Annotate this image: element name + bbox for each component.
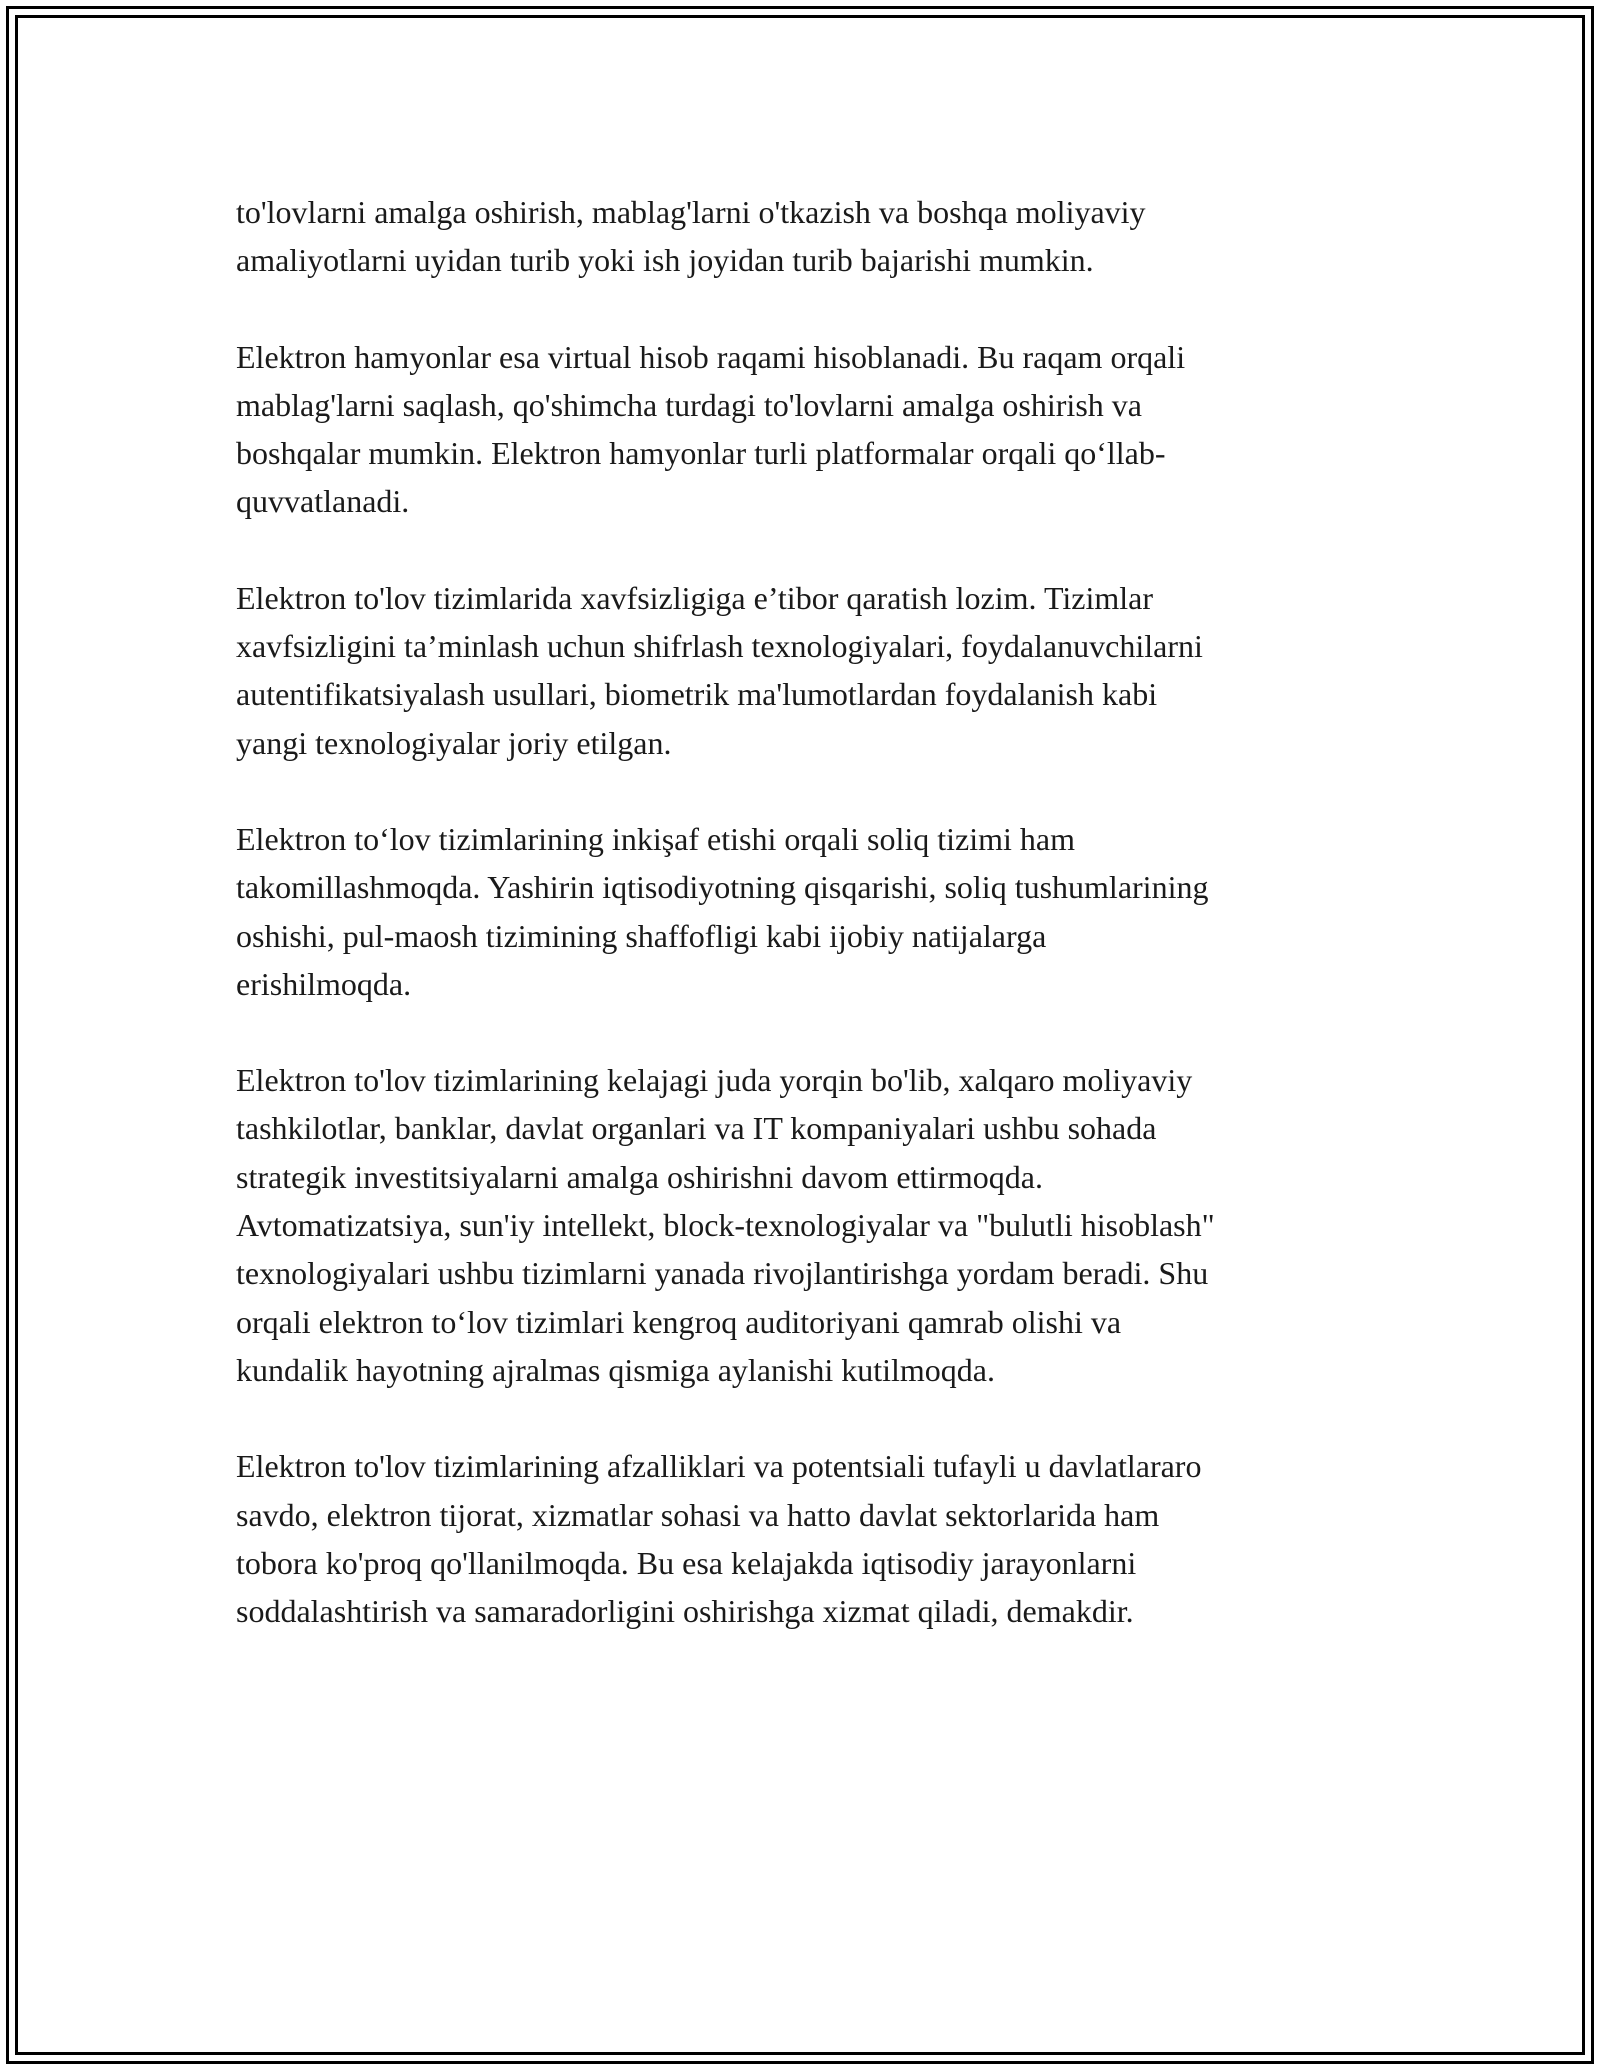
document-body xyxy=(236,188,1376,1683)
paragraph-3: Elektron to'lov tizimlarida xavfsizligiga e’tibor qaratish lozim. Tizimlar xavfsizligini ta’minlash uchun shifrlash texnologiyalari, foydalanuvchilarni autentifikatsiyalash usullari, biometrik ma'lumotlardan foydalanish kabi yangi texnologiyalar joriy etilgan. xyxy=(236,579,1203,761)
paragraph-2: Elektron hamyonlar esa virtual hisob raqami hisoblanadi. Bu raqam orqali mablag'larni saqlash, qo'shimcha turdagi to'lovlarni amalga oshirish va boshqalar mumkin. Elektron hamyonlar turli platformalar orqali qo‘llab- quvvatlanadi. xyxy=(236,338,1186,520)
paragraph-1: to'lovlarni amalga oshirish, mablag'larni o'tkazish va boshqa moliyaviy amaliyotlarni uyidan turib yoki ish joyidan turib bajarishi mumkin. xyxy=(236,194,1146,279)
paragraph-4: Elektron to‘lov tizimlarining inkişaf etishi orqali soliq tizimi ham takomillashmoqda. Yashirin iqtisodiyotning qisqarishi, soliq tushumlarining oshishi, pul-maosh tizimining shaffofligi kabi ijobiy natijalarga erishilmoqda. xyxy=(236,820,1209,1002)
paragraph-5: Elektron to'lov tizimlarining kelajagi juda yorqin bo'lib, xalqaro moliyaviy tashkilotlar, banklar, davlat organlari va IT kompaniyalari ushbu sohada strategik investitsiyalarni amalga oshirishni davom ettirmoqda. Avtomatizatsiya, sun'iy intellekt, block-texnologiyalar va "bulutli hisoblash" texnologiyalari ushbu tizimlarni yanada rivojlantirishga yordam beradi. Shu orqali elektron to‘lov tizimlari kengroq auditoriyani qamrab olishi va kundalik hayotning ajralmas qismiga aylanishi kutilmoqda. xyxy=(236,1062,1215,1388)
paragraph-6: Elektron to'lov tizimlarining afzalliklari va potentsiali tufayli u davlatlararo savdo, elektron tijorat, xizmatlar sohasi va hatto davlat sektorlarida ham tobora ko'proq qo'llanilmoqda. Bu esa kelajakda iqtisodiy jarayonlarni soddalashtirish va samaradorligini oshirishga xizmat qiladi, demakdir. xyxy=(236,1448,1202,1630)
